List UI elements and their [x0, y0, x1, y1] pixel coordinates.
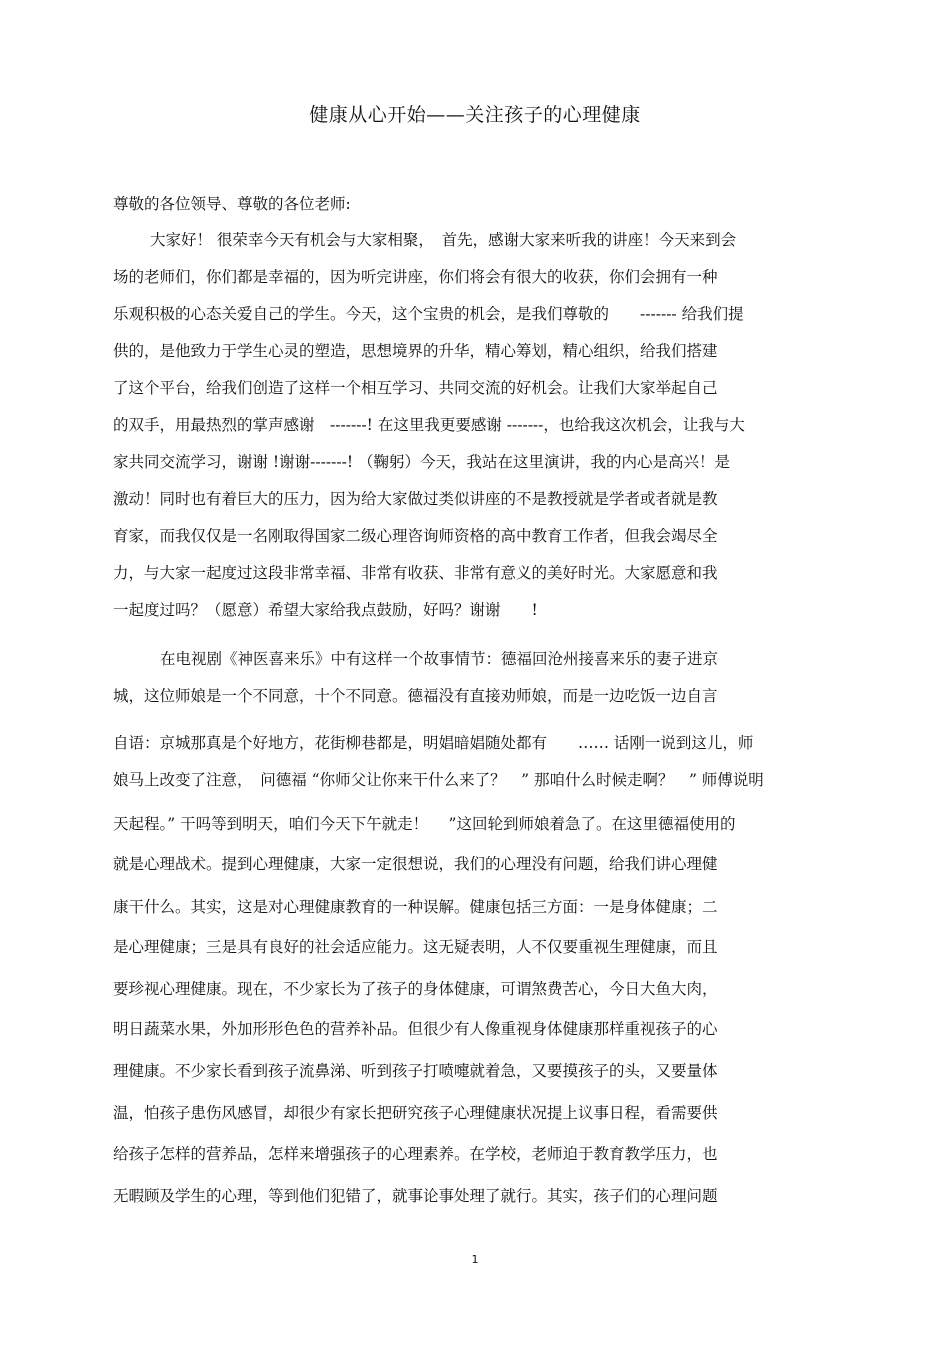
paragraph-line: 是心理健康；三是具有良好的社会适应能力。这无疑表明，人不仅要重视生理健康，而且 — [113, 938, 718, 956]
paragraph-line: 的双手，用最热烈的掌声感谢 -------! 在这里我更要感谢 -------，也给我这次机会，让我与大 — [113, 416, 745, 434]
paragraph-line: 一起度过吗？（愿意）希望大家给我点鼓励，好吗？谢谢 ! — [113, 601, 538, 619]
greeting-line: 尊敬的各位领导、尊敬的各位老师: — [113, 195, 351, 213]
paragraph-line: 家共同交流学习，谢谢 !谢谢-------! （鞠躬）今天，我站在这里演讲，我的内心是高兴！是 — [113, 453, 730, 471]
paragraph-line: 就是心理战术。提到心理健康，大家一定很想说，我们的心理没有问题，给我们讲心理健 — [113, 855, 718, 873]
paragraph-line: 了这个平台，给我们创造了这样一个相互学习、共同交流的好机会。让我们大家举起自己 — [113, 379, 718, 397]
paragraph-line: 无暇顾及学生的心理，等到他们犯错了，就事论事处理了就行。其实，孩子们的心理问题 — [113, 1187, 718, 1205]
paragraph-line: 力，与大家一起度过这段非常幸福、非常有收获、非常有意义的美好时光。大家愿意和我 — [113, 564, 718, 582]
paragraph-line: 大家好！ 很荣幸今天有机会与大家相聚， 首先，感谢大家来听我的讲座！今天来到会 — [150, 231, 737, 249]
paragraph-line: 康干什么。其实，这是对心理健康教育的一种误解。健康包括三方面：一是身体健康；二 — [113, 898, 718, 916]
paragraph-line: 要珍视心理健康。现在，不少家长为了孩子的身体健康，可谓煞费苦心，今日大鱼大肉， — [113, 980, 718, 998]
page-number: 1 — [471, 1253, 479, 1266]
paragraph-line: 温，怕孩子患伤风感冒，却很少有家长把研究孩子心理健康状况提上议事日程，看需要供 — [113, 1104, 718, 1122]
paragraph-line: 天起程。” 干吗等到明天，咱们今天下午就走！ ”这回轮到师娘着急了。在这里德福使用的 — [113, 815, 736, 833]
paragraph-line: 供的，是他致力于学生心灵的塑造，思想境界的升华，精心筹划，精心组织，给我们搭建 — [113, 342, 718, 360]
paragraph-line: 场的老师们，你们都是幸福的，因为听完讲座，你们将会有很大的收获，你们会拥有一种 — [113, 268, 718, 286]
paragraph-line: 乐观积极的心态关爱自己的学生。今天，这个宝贵的机会，是我们尊敬的 ------- 给我们提 — [113, 305, 744, 323]
paragraph-line: 在电视剧《神医喜来乐》中有这样一个故事情节：德福回沧州接喜来乐的妻子进京 — [160, 650, 719, 668]
paragraph-line: 育家，而我仅仅是一名刚取得国家二级心理咨询师资格的高中教育工作者，但我会竭尽全 — [113, 527, 718, 545]
paragraph-line: 理健康。不少家长看到孩子流鼻涕、听到孩子打喷嚏就着急，又要摸孩子的头，又要量体 — [113, 1062, 718, 1080]
paragraph-line: 自语：京城那真是个好地方，花街柳巷都是，明娼暗娼随处都有 …… 话刚一说到这儿，师 — [113, 734, 754, 752]
paragraph-line: 明日蔬菜水果，外加形形色色的营养补品。但很少有人像重视身体健康那样重视孩子的心 — [113, 1020, 718, 1038]
paragraph-line: 娘马上改变了注意， 问德福 “你师父让你来干什么来了？ ” 那咱什么时候走啊？ ” 师傅说明 — [113, 771, 764, 789]
paragraph-line: 激动！同时也有着巨大的压力，因为给大家做过类似讲座的不是教授就是学者或者就是教 — [113, 490, 718, 508]
paragraph-line: 给孩子怎样的营养品，怎样来增强孩子的心理素养。在学校，老师迫于教育教学压力，也 — [113, 1145, 718, 1163]
paragraph-line: 城，这位师娘是一个不同意，十个不同意。德福没有直接劝师娘，而是一边吃饭一边自言 — [113, 687, 718, 705]
document-title: 健康从心开始——关注孩子的心理健康 — [309, 104, 641, 126]
